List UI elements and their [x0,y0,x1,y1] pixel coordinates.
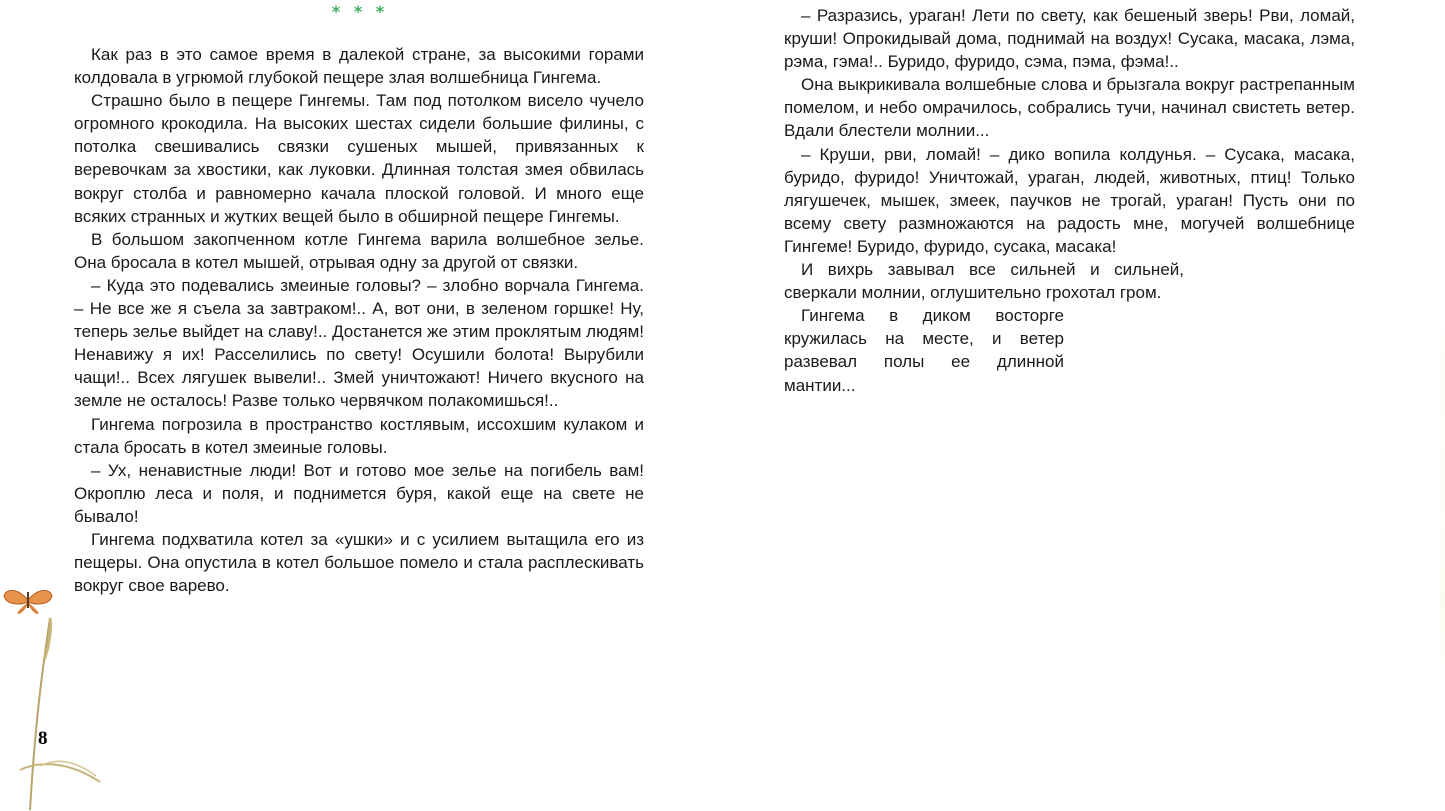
page-number: 8 [38,728,48,749]
left-page [0,0,720,811]
paragraph: – Ух, ненавистные люди! Вот и готово мое зелье на погибель вам! Окроплю леса и поля, и поднимется буря, какой еще на свете не бывало! [74,460,644,526]
paragraph: Гингема подхватила котел за «ушки» и с усилием вытащила его из пещеры. Она опустила в котел большое помело и стала расплескивать вокруг свое варево. [74,529,644,596]
right-page [720,0,1445,811]
paragraph: – Разразись, ураган! Лети по свету, как бешеный зверь! Рви, ломай, круши! Опрокидывай дома, поднимай на воздух! Сусака, масака, лэма, рэма, гэма!.. Буридо, фуридо, сэма, пэма, фэма!.. [784,6,1355,72]
butterfly-icon [4,590,52,614]
paragraph: Гингема погрозила в пространство костлявым, иссохшим кулаком и стала бросать в котел змеиные головы. [74,414,644,457]
paragraph: Как раз в это самое время в далекой стране, за высокими горами колдовала в угрюмой глубокой пещере злая волшебница Гингема. [74,45,644,88]
grass-stem-decoration [0,570,110,811]
section-separator: * * * [331,2,389,21]
paragraph: И вихрь завывал все сильней и сильней, сверкали молнии, оглушительно грохотал гром. [784,260,1184,303]
paragraph: Она выкрикивала волшебные слова и брызгала вокруг растрепанным помелом, и небо омрачилось, собрались тучи, начинал свистеть ветер. Вдали блестели молнии... [784,75,1355,141]
paragraph: В большом закопченном котле Гингема варила волшебное зелье. Она бросала в котел мышей, отрывая одну за другой от связки. [74,229,644,272]
smoke-clouds [1440,260,1445,780]
paragraph: Страшно было в пещере Гингемы. Там под потолком висело чучело огромного крокодила. На высоких шестах сидели большие филины, с потолка свешивались связки сушеных мышей, привязанных к веревочкам за хвостики, как луковки. Длинная толстая змея обвилась вокруг столба и равномерно качала плоской головой. И много еще всяких странных и жутких вещей было в обширной пещере Гингемы. [74,91,644,226]
paragraph: – Круши, рви, ломай! – дико вопила колдунья. – Сусака, масака, буридо, фуридо! Уничтожай, ураган, людей, животных, птиц! Только лягушечек, мышек, змеек, паучков не трогай, ураган! Пусть они по всему свету размножаются на радость мне, могучей волшебнице Гингеме! Буридо, фуридо, сусака, масака! [784,144,1355,256]
paragraph: Гингема в диком восторге кружилась на месте, и ветер развевал полы ее длинной мантии... [784,306,1064,395]
left-page-text [74,43,644,597]
witch-gingema-illustration [1440,260,1445,811]
right-page-text [784,4,1355,397]
paragraph: – Куда это подевались змеиные головы? – злобно ворчала Гингема. – Не все же я съела за завтраком!.. А, вот они, в зеленом горшке! Ну, теперь зелье выйдет на славу!.. Достанется же этим проклятым людям! Ненавижу я их! Расселились по свету! Осушили болота! Вырубили чащи!.. Всех лягушек вывели!.. Змей уничтожают! Ничего вкусного на земле не осталось! Разве только червячком полакомишься!.. [74,275,644,411]
